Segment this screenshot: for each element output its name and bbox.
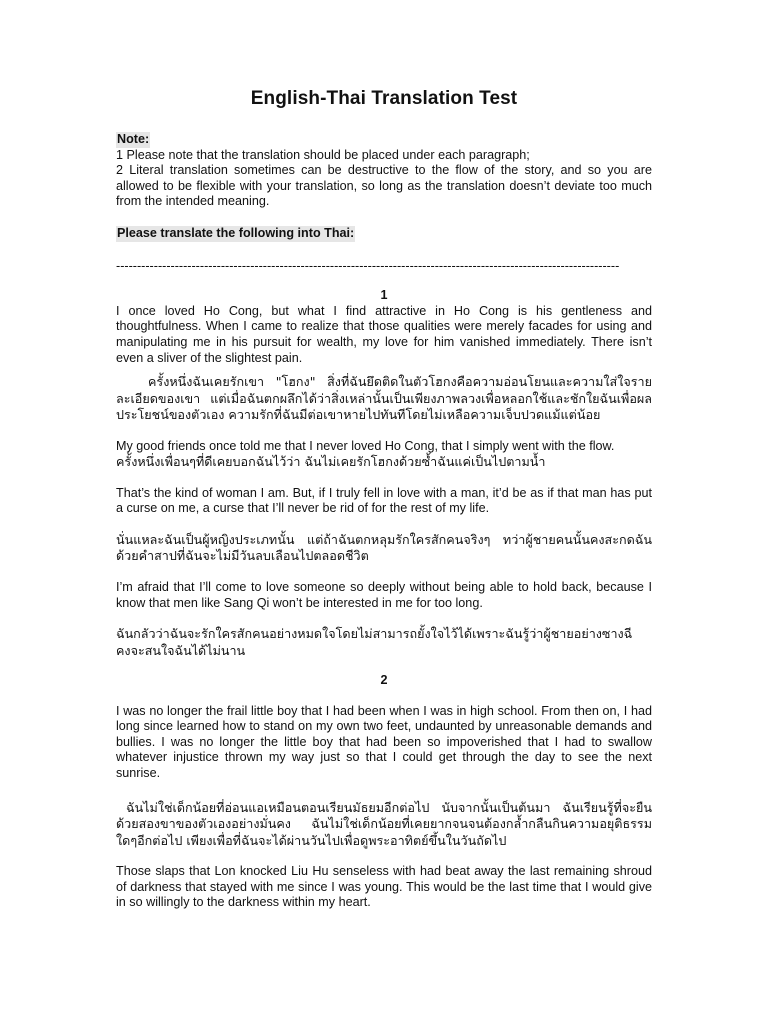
section-number: 1 (380, 288, 388, 303)
thai-translation: ฉันไม่ใช่เด็กน้อยที่อ่อนแอเหมือนตอนเรียนมัธยมอีกต่อไป นับจากนั้นเป็นต้นมา ฉันเรียนรู้ที่จะยืนด้วยสองขาของตัวเองอย่างมั่นคง ฉันไม่ใช่เด็กน้อยที่เคยยากจนจนต้องกล้ำกลืนกินความอยุติธรรมใดๆอีกต่อไป เพียงเพื่อที่ฉันจะได้ผ่านวันไปเพื่อดูพระอาทิตย์ขึ้นในวันถัดไป (116, 799, 652, 848)
english-paragraph: Those slaps that Lon knocked Liu Hu senseless with had beat away the last remaining shroud of darkness that stayed with me since I was young. This would be the last time that I would give in so willingly to the darkness within my heart. (116, 864, 652, 910)
english-paragraph: I’m afraid that I’ll come to love someone so deeply without being able to hold back, because I know that men like Sang Qi won’t be interested in me for too long. (116, 579, 652, 610)
thai-translation: ครั้งหนึ่งเพื่อนๆที่ดีเคยบอกฉันไว้ว่า ฉันไม่เคยรักโฮกงด้วยซ้ำฉันแค่เป็นไปตามน้ำ (116, 454, 546, 470)
english-paragraph: My good friends once told me that I never loved Ho Cong, that I simply went with the flow. (116, 438, 615, 453)
section-1 (116, 288, 652, 659)
document-title: English-Thai Translation Test (250, 88, 518, 109)
english-paragraph: I was no longer the frail little boy that I had been when I was in high school. From then on, I had long since learned how to stand on my own two feet, undaunted by unreasonable demands and bullies. I was no longer the little boy that had been so impoverished that I had to swallow whatever injustice thrown my way just so that I could get through the day to see the next sunrise. (116, 703, 652, 781)
thai-translation: นั่นแหละฉันเป็นผู้หญิงประเภทนั้น แต่ถ้าฉันตกหลุมรักใครสักคนจริงๆ ทว่าผู้ชายคนนั้นคงสะกดฉันด้วยคำสาปที่ฉันจะไม่มีวันลบเลือนไปตลอดชีวิต (116, 531, 652, 564)
divider-line: ------------------------------------------------------------------------------------------------------------------------ (116, 258, 620, 273)
note-line-1: 1 Please note that the translation should be placed under each paragraph; (116, 147, 530, 162)
instruction-text: Please translate the following into Thai: (117, 225, 355, 240)
note-line-2: 2 Literal translation sometimes can be destructive to the flow of the story, and so you are allowed to be flexible with your translation, so long as the translation doesn’t deviate too much from the intended meaning. (116, 163, 652, 209)
note-label: Note: (117, 132, 150, 146)
thai-translation: ครั้งหนึ่งฉันเคยรักเขา "โฮกง" สิ่งที่ฉันยึดติดในตัวโฮกงคือความอ่อนโยนและความใส่ใจรายละเอียดของเขา แต่เมื่อฉันตกผลึกได้ว่าสิ่งเหล่านั้นเป็นเพียงภาพลวงเพื่อหลอกใช้และชักใยฉันเพื่อผลประโยชน์ของตัวเอง ความรักที่ฉันมีต่อเขาหายไปทันทีโดยไม่เหลือความเจ็บปวดแม้แต่น้อย (116, 374, 652, 423)
thai-translation: ฉันกลัวว่าฉันจะรักใครสักคนอย่างหมดใจโดยไม่สามารถยั้งใจไว้ได้เพราะฉันรู้ว่าผู้ชายอย่างซางฉีคงจะสนใจฉันได้ไม่นาน (116, 626, 633, 658)
section-2 (116, 673, 652, 911)
english-paragraph: That’s the kind of woman I am. But, if I truly fell in love with a man, it’d be as if that man has put a curse on me, a curse that I’ll never be rid of for the rest of my life. (116, 485, 652, 516)
note-block (116, 132, 652, 210)
section-number: 2 (380, 673, 388, 688)
english-paragraph: I once loved Ho Cong, but what I find attractive in Ho Cong is his gentleness and thoughtfulness. When I came to realize that those qualities were merely facades for using and manipulating me in his pursuit for wealth, my love for him vanished immediately. There isn’t even a sliver of the slightest pain. (116, 303, 652, 365)
